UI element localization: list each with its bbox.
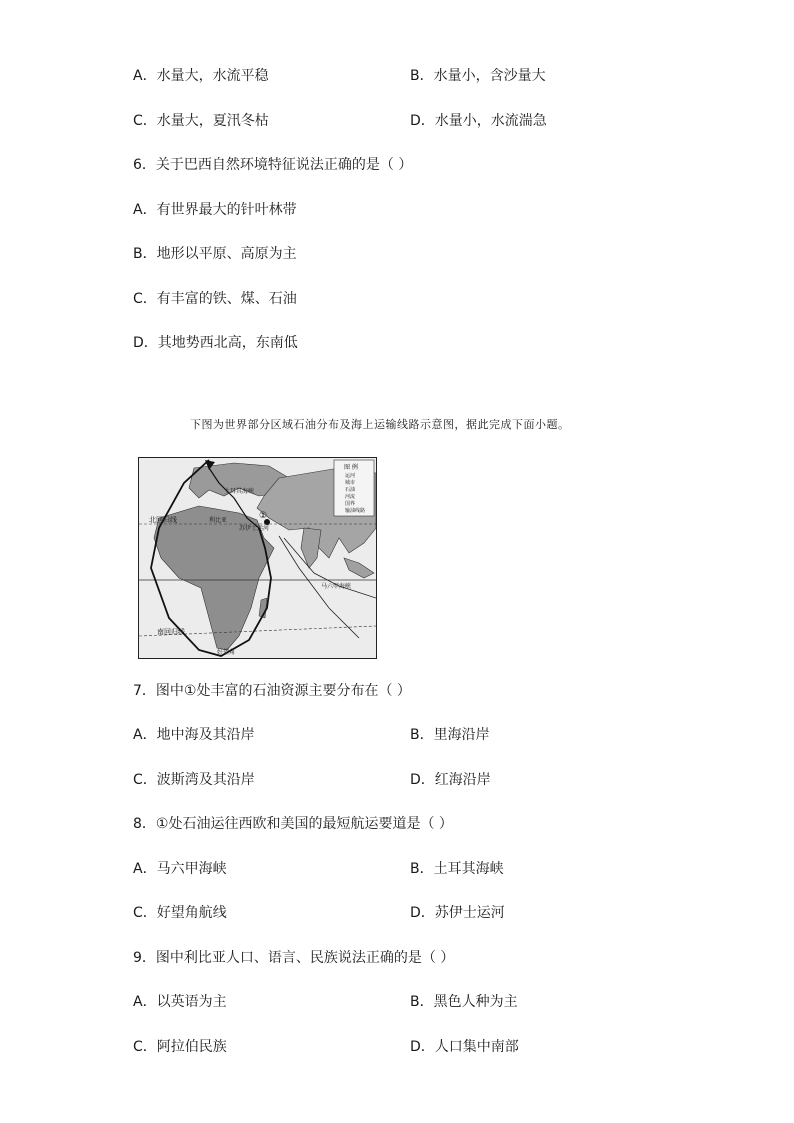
q7-option-b: B．里海沿岸 bbox=[410, 727, 490, 743]
q5-option-b: B．水量小，含沙量大 bbox=[410, 68, 546, 84]
q7-option-d: D．红海沿岸 bbox=[410, 772, 491, 788]
q8-option-b: B．土耳其海峡 bbox=[410, 861, 504, 877]
north-tropic-label: 北回归线 bbox=[149, 516, 177, 524]
map-svg bbox=[139, 458, 376, 658]
south-tropic-label: 南回归线 bbox=[157, 628, 185, 636]
q6-option-d: D．其地势西北高，东南低 bbox=[133, 335, 298, 351]
oil-route-map bbox=[138, 457, 377, 659]
q8-option-c: C．好望角航线 bbox=[133, 905, 227, 921]
legend-item-oil: 石油 bbox=[345, 487, 356, 493]
q6-option-a: A．有世界最大的针叶林带 bbox=[133, 202, 297, 218]
legend-item-city: 城市 bbox=[345, 480, 356, 486]
suez-label: 苏伊士运河 bbox=[239, 525, 270, 532]
map-caption: 下图为世界部分区域石油分布及海上运输线路示意图，据此完成下面小题。 bbox=[190, 418, 570, 431]
q9-option-c: C．阿拉伯民族 bbox=[133, 1039, 227, 1055]
q5-option-d: D．水量小，水流湍急 bbox=[410, 113, 547, 129]
q7-option-a: A．地中海及其沿岸 bbox=[133, 727, 255, 743]
q5-option-a: A．水量大，水流平稳 bbox=[133, 68, 269, 84]
legend-title: 图 例 bbox=[344, 464, 358, 471]
turkey-strait-label: 土耳其海峡 bbox=[224, 488, 255, 495]
q6-stem: 6．关于巴西自然环境特征说法正确的是（ ） bbox=[133, 157, 413, 173]
legend-item-canal: 运河 bbox=[345, 473, 356, 479]
marker-1: ① bbox=[259, 511, 268, 521]
q8-option-a: A．马六甲海峡 bbox=[133, 861, 227, 877]
q5-option-c: C．水量大，夏汛冬枯 bbox=[133, 113, 269, 129]
q6-option-b: B．地形以平原、高原为主 bbox=[133, 246, 297, 262]
malacca-label: 马六甲海峡 bbox=[321, 583, 352, 590]
libya-label: 利比亚 bbox=[209, 517, 228, 524]
q9-stem: 9．图中利比亚人口、语言、民族说法正确的是（ ） bbox=[133, 950, 455, 966]
q7-stem: 7．图中①处丰富的石油资源主要分布在（ ） bbox=[133, 683, 411, 699]
legend-item-border: 国界 bbox=[345, 501, 356, 507]
cape-label: 好望角 bbox=[217, 649, 236, 656]
q9-option-a: A．以英语为主 bbox=[133, 994, 227, 1010]
q9-option-d: D．人口集中南部 bbox=[410, 1039, 519, 1055]
q8-option-d: D．苏伊士运河 bbox=[410, 905, 505, 921]
q7-option-c: C．波斯湾及其沿岸 bbox=[133, 772, 255, 788]
q9-option-b: B．黑色人种为主 bbox=[410, 994, 518, 1010]
q6-option-c: C．有丰富的铁、煤、石油 bbox=[133, 291, 297, 307]
q8-stem: 8．①处石油运往西欧和美国的最短航运要道是（ ） bbox=[133, 816, 453, 832]
legend-item-river: 河流 bbox=[345, 494, 356, 500]
legend-item-route: 输油线路 bbox=[345, 508, 366, 514]
